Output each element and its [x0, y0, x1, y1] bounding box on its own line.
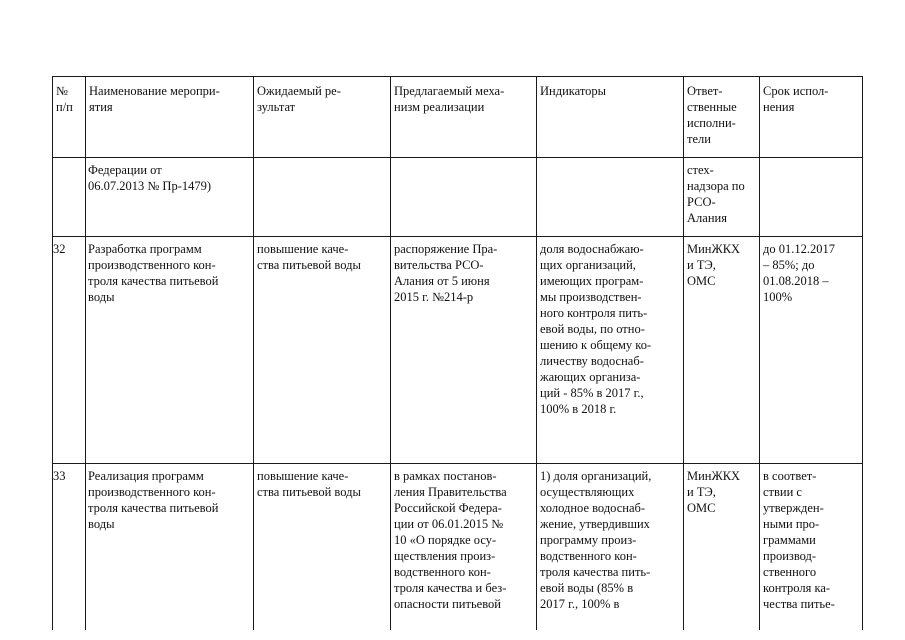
header-deadline: Срок испол- нения [760, 77, 863, 158]
mechanism-cell: распоряжение Пра- вительства РСО- Алания от 5 июня 2015 г. №214-р [391, 237, 537, 464]
responsible-cell: МинЖКХ и ТЭ, ОМС [684, 464, 760, 631]
row-number: 33 [53, 464, 86, 631]
header-number: № п/п [53, 77, 86, 158]
responsible-cell: стех- надзора по РСО- Алания [684, 158, 760, 237]
header-mechanism: Предлагаемый меха- низм реализации [391, 77, 537, 158]
table-row [53, 464, 863, 631]
deadline-cell: в соответ- ствии с утвержден- ными про- граммами производ- ственного контроля ка- чества питье- [760, 464, 863, 631]
table-row [53, 237, 863, 464]
deadline-cell [760, 158, 863, 237]
indicators-cell: доля водоснабжаю- щих организаций, имеющих програм- мы производствен- ного контроля пить- евой воды, по отно- шению к общему ко- личеству водоснаб- жающих организа- ций - 85% в 2017 г., 100% в 2018 г. [537, 237, 684, 464]
header-measure-name: Наименование меропри- ятия [86, 77, 254, 158]
table-header-row [53, 77, 863, 158]
measures-table [52, 76, 863, 630]
row-number [53, 158, 86, 237]
expected-result-cell [254, 158, 391, 237]
expected-result-cell: повышение каче- ства питьевой воды [254, 464, 391, 631]
measure-name-cell: Разработка программ производственного кон- троля качества питьевой воды [86, 237, 254, 464]
indicators-cell: 1) доля организаций, осуществляющих холодное водоснаб- жение, утвердивших программу произ- водственного кон- троля качества пить- евой воды (85% в 2017 г., 100% в [537, 464, 684, 631]
header-indicators: Индикаторы [537, 77, 684, 158]
indicators-cell [537, 158, 684, 237]
header-expected-result: Ожидаемый ре- зультат [254, 77, 391, 158]
deadline-cell: до 01.12.2017 – 85%; до 01.08.2018 – 100% [760, 237, 863, 464]
mechanism-cell: в рамках постанов- ления Правительства Российской Федера- ции от 06.01.2015 № 10 «О порядке осу- ществления произ- водственного кон- троля качества и без- опасности питьевой [391, 464, 537, 631]
row-number: 32 [53, 237, 86, 464]
measure-name-cell: Федерации от 06.07.2013 № Пр-1479) [86, 158, 254, 237]
measure-name-cell: Реализация программ производственного кон- троля качества питьевой воды [86, 464, 254, 631]
table-row [53, 158, 863, 237]
expected-result-cell: повышение каче- ства питьевой воды [254, 237, 391, 464]
mechanism-cell [391, 158, 537, 237]
responsible-cell: МинЖКХ и ТЭ, ОМС [684, 237, 760, 464]
header-responsible: Ответ- ственные исполни- тели [684, 77, 760, 158]
